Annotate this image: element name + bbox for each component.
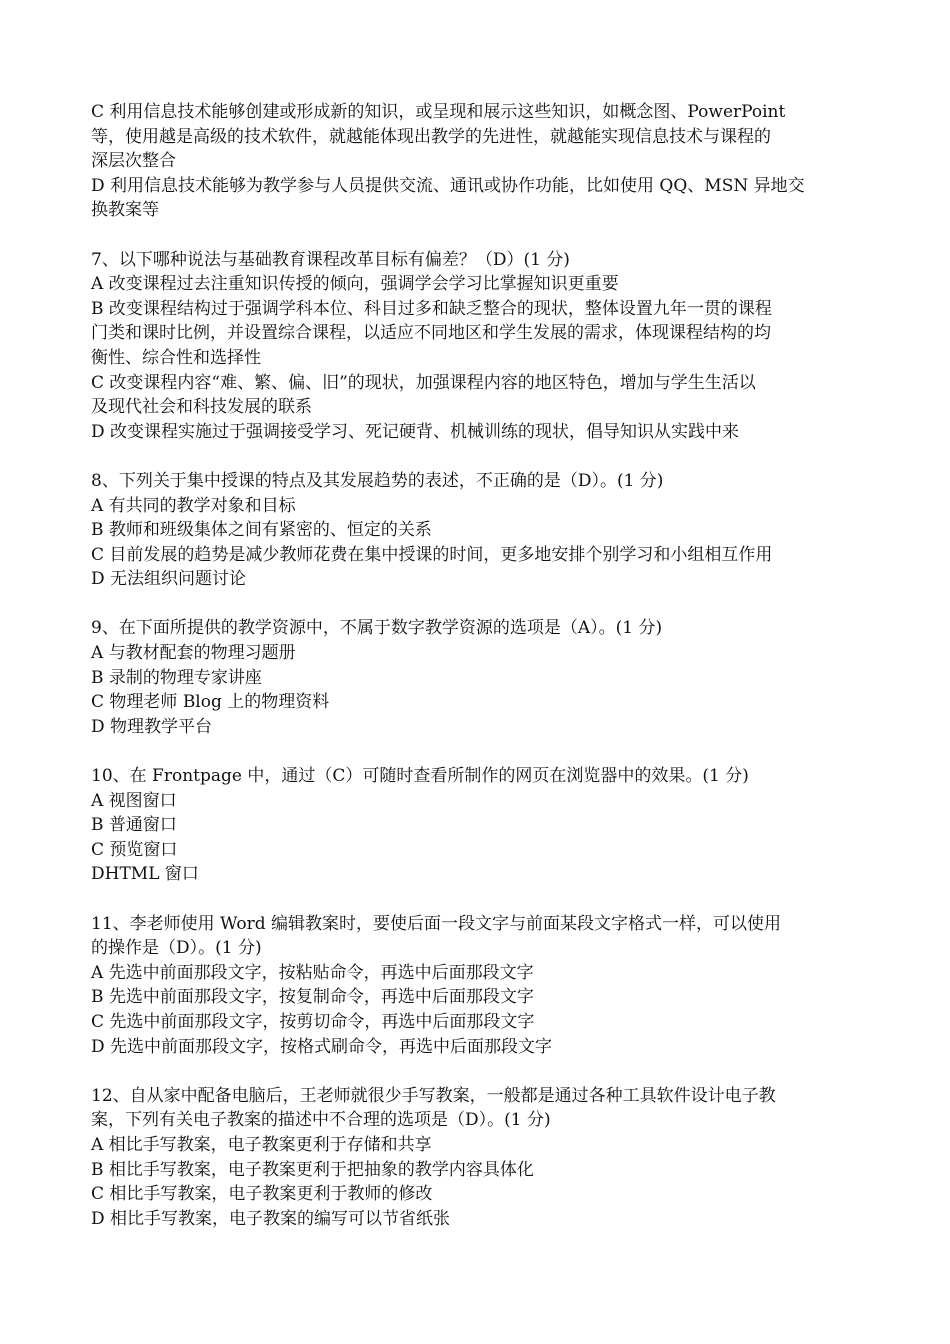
option-b: B 教师和班级集体之间有紧密的、恒定的关系 — [91, 520, 432, 541]
option-a: A 先选中前面那段文字，按粘贴命令，再选中后面那段文字 — [91, 962, 534, 983]
option-a: A 与教材配套的物理习题册 — [91, 643, 296, 664]
question-8-stem: 8、下列关于集中授课的特点及其发展趋势的表述，不正确的是（D）。(1 分) — [91, 470, 664, 491]
option-c-line: 等，使用越是高级的技术软件，就越能体现出教学的先进性，就越能实现信息技术与课程的 — [91, 126, 771, 147]
question-9 — [91, 616, 871, 739]
option-c-line: 及现代社会和科技发展的联系 — [91, 397, 312, 418]
option-d: D 相比手写教案，电子教案的编写可以节省纸张 — [91, 1208, 451, 1229]
question-9-stem: 9、在下面所提供的教学资源中，不属于数字教学资源的选项是（A）。(1 分) — [91, 618, 663, 639]
option-c-line: 深层次整合 — [91, 151, 176, 172]
option-b: B 相比手写教案，电子教案更利于把抽象的教学内容具体化 — [91, 1159, 534, 1180]
option-b-line: 门类和课时比例，并设置综合课程，以适应不同地区和学生发展的需求，体现课程结构的均 — [91, 323, 771, 344]
option-c: C 物理老师 Blog 上的物理资料 — [91, 692, 330, 713]
option-c: C 先选中前面那段文字，按剪切命令，再选中后面那段文字 — [91, 1011, 535, 1032]
question-12 — [91, 1084, 871, 1232]
document-page — [91, 100, 871, 1231]
option-a: A 视图窗口 — [91, 790, 177, 811]
option-d: D 无法组织问题讨论 — [91, 569, 247, 590]
option-b-line: B 改变课程结构过于强调学科本位、科目过多和缺乏整合的现状，整体设置九年一贯的课程 — [91, 298, 772, 319]
option-b-line: 衡性、综合性和选择性 — [91, 347, 261, 368]
option-a: A 有共同的教学对象和目标 — [91, 495, 296, 516]
option-c: C 相比手写教案，电子教案更利于教师的修改 — [91, 1184, 433, 1205]
option-b: B 先选中前面那段文字，按复制命令，再选中后面那段文字 — [91, 987, 534, 1008]
question-7-stem: 7、以下哪种说法与基础教育课程改革目标有偏差？（D）(1 分) — [91, 249, 570, 270]
option-d-line: D 利用信息技术能够为教学参与人员提供交流、通讯或协作功能，比如使用 QQ、MSN 异地交 — [91, 175, 805, 196]
option-c-line: C 利用信息技术能够创建或形成新的知识，或呈现和展示这些知识，如概念图、PowerPoint — [91, 102, 786, 122]
question-11-stem: 11、李老师使用 Word 编辑教案时，要使后面一段文字与前面某段文字格式一样，可以使用 — [91, 913, 782, 934]
option-d-line: 换教案等 — [91, 200, 159, 221]
option-d: DHTML 窗口 — [91, 864, 199, 885]
option-d: D 先选中前面那段文字，按格式刷命令，再选中后面那段文字 — [91, 1036, 553, 1057]
option-b: B 录制的物理专家讲座 — [91, 667, 262, 688]
question-10 — [91, 764, 871, 887]
question-6-options-continued — [91, 100, 871, 223]
option-d: D 物理教学平台 — [91, 716, 213, 737]
question-8 — [91, 469, 871, 592]
option-c-line: C 改变课程内容“难、繁、偏、旧”的现状，加强课程内容的地区特色，增加与学生生活以 — [91, 372, 756, 393]
option-b: B 普通窗口 — [91, 815, 177, 836]
question-11-stem: 的操作是（D）。(1 分) — [91, 938, 262, 959]
option-a: A 相比手写教案，电子教案更利于存储和共享 — [91, 1134, 432, 1155]
option-c: C 预览窗口 — [91, 839, 178, 860]
question-12-stem: 案，下列有关电子教案的描述中不合理的选项是（D）。(1 分) — [91, 1110, 551, 1131]
question-10-stem: 10、在 Frontpage 中，通过（C）可随时查看所制作的网页在浏览器中的效果。(1 分) — [91, 766, 749, 787]
question-7 — [91, 248, 871, 445]
option-a: A 改变课程过去注重知识传授的倾向，强调学会学习比掌握知识更重要 — [91, 274, 619, 295]
option-d: D 改变课程实施过于强调接受学习、死记硬背、机械训练的现状，倡导知识从实践中来 — [91, 421, 740, 442]
question-12-stem: 12、自从家中配备电脑后，王老师就很少手写教案，一般都是通过各种工具软件设计电子教 — [91, 1085, 776, 1106]
question-11 — [91, 912, 871, 1060]
option-c: C 目前发展的趋势是减少教师花费在集中授课的时间，更多地安排个别学习和小组相互作用 — [91, 544, 773, 565]
